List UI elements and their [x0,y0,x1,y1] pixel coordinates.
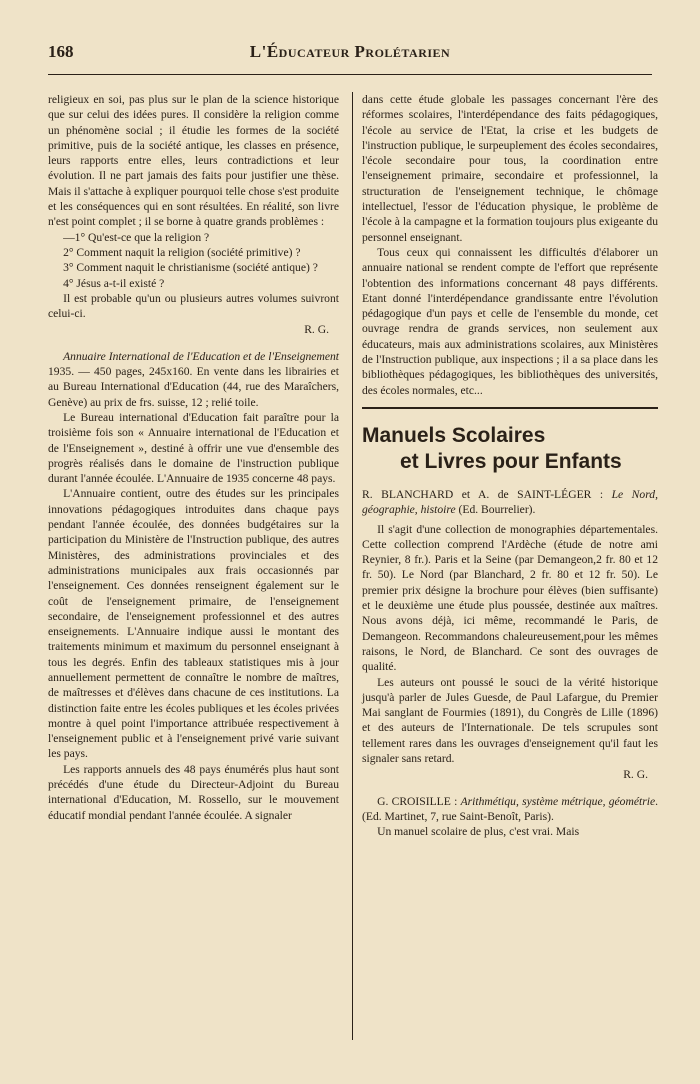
paragraph: Le Bureau international d'Education fait paraître pour la troisième fois son « Annuaire international de l'Education et de l'Enseignement », destiné à offrir une vue d'ensemble des progrès réalisés dans le domaine de l'instruction publique durant l'année écoulée. L'Annuaire de 1935 concerne 48 pays. [48,410,339,486]
paragraph: Les rapports annuels des 48 pays énumérés plus haut sont précédés d'une étude du Directeur-Adjoint du Bureau international d'Education, M. Rossello, sur le mouvement éducatif mondial pendant l'année écoulée. A signaler [48,762,339,822]
signature: R. G. [304,323,329,337]
signature: R. G. [623,768,648,782]
section-title-line-2: et Livres pour Enfants [400,449,622,473]
paragraph: Un manuel scolaire de plus, c'est vrai. Mais [377,825,580,839]
book-publisher: . (Ed. Martinet, 7, rue Saint-Benoît, Paris). [362,794,658,823]
column-divider [352,92,353,1040]
book-title: Le Nord, géographie, histoire [362,487,658,517]
book-author: R. BLANCHARD et A. de SAINT-LÉGER : [362,487,604,501]
list-item: 2° Comment naquit la religion (société primitive) ? [63,245,301,259]
page-number: 168 [48,42,74,61]
annuaire-entry [48,349,339,410]
list-item: 4° Jésus a-t-il existé ? [63,276,165,290]
right-column [362,92,658,839]
book-publisher: (Ed. Bourrelier). [455,503,536,517]
left-column [48,92,339,823]
section-rule [362,407,658,409]
page-header [48,40,652,75]
paragraph: Il s'agit d'une collection de monographies départementales. Cette collection comprend l'Ardèche (étude de notre ami Reynier, 8 fr.). Paris et la Seine (par Demangeon,2 fr. 80 et 12 fr. 50). Le Nord (par Blanchard, 2 fr. 80 et 12 fr. 50). Le premier prix désigne la brochure pour élèves (bien suffisante) et le deuxième une étude plus poussée, destinée aux maîtres. Nous avons déjà, ici même, recommandé le Paris, de Demangeon. Recommandons chaleureusement,pour les mêmes raisons, le Nord, de Blanchard. Ce sont des ouvrages de qualité. [362,522,658,674]
running-title: L'Éducateur Prolétarien [249,42,451,61]
list-item: 3° Comment naquit le christianisme (société antique) ? [63,261,318,275]
annuaire-title: Annuaire International de l'Education et de l'Enseignement [63,349,339,363]
book-reference [362,794,658,825]
paragraph: Il est probable qu'un ou plusieurs autres volumes suivront celui-ci. [48,291,339,321]
paragraph: Tous ceux qui connaissent les difficultés d'élaborer un annuaire national se rendent compte de l'effort que représente l'obtention des informations concernant 48 pays différents. Etant donné l'interdépendance grandissante entre l'évolution pédagogique d'un pays et celle de l'ensemble du monde, cet ouvrage rendra de grands services, non seulement aux éducateurs, mais aux administrations scolaires, aux Ministères de l'Instruction publique, aux inspections ; il a sa place dans les bibliothèques pédagogiques, les bibliothèques des universités, des écoles normales, etc... [362,245,658,397]
paragraph: dans cette étude globale les passages concernant l'ère des réformes scolaires, l'interdépendance des faits pédagogiques, l'école au service de l'Etat, la crise et les budgets de l'instruction publique, le surpeuplement des écoles secondaires, l'école secondaire pour tous, la coordination entre l'enseignement primaire, secondaire et professionnel, la structuration de l'enseignement technique, le chômage intellectuel, l'essor de l'éducation physique, le problème de l'école à la campagne et la formation toujours plus exigeante du personnel enseignant. [362,93,658,244]
paragraph: religieux en soi, pas plus sur le plan de la science historique que sur celui des idées pures. Il considère la religion comme un phénomène social ; il étudie les formes de la société primitive, puis de la société antique, les classes en présence, leurs rapports entre elles, leurs contradictions et leur évolution. Il ne part jamais des faits pour justifier une thèse. Mais il s'attache à expliquer pourquoi telle chose s'est produite et les conséquences qui en sont résultées. En réalité, son livre n'est point complet ; il se borne à quatre grands problèmes : [48,93,339,229]
list-item: —1° Qu'est-ce que la religion ? [63,230,210,244]
book-reference [362,487,658,518]
section-title [362,423,658,475]
paragraph: L'Annuaire contient, outre des études sur les principales innovations pédagogiques introduites dans chaque pays pendant l'année écoulée, des données budgétaires sur la participation du Ministère de l'Instruction publique, des autres Ministères, des administrations provinciales et des administrations municipales aux frais occasionnés par l'enseignement. Ces données renseignent également sur le coût de l'enseignement primaire, de l'enseignement secondaire, de l'enseignement professionnel et des autres enseignements. L'Annuaire indique aussi le montant des traitements minimum et maximum du personnel enseignant à tous les degrés. Enfin des tableaux statistiques mis à jour annuellement permettent de connaître le nombre de maîtres, de maîtresses et d'élèves dans chacune de ces institutions. La distinction faite entre les écoles publiques et les écoles privées montre à quel point l'importance attribuée respectivement à l'enseignement public et à l'enseignement privé varie suivant les pays. [48,487,339,761]
section-title-line-1: Manuels Scolaires [362,423,546,447]
annuaire-meta: 1935. — 450 pages, 245x160. En vente dans les librairies et au Bureau International d'Education (44, rue des Maraîchers, Genève) au prix de frs. suisse, 12 ; relié toile. [48,365,339,409]
paragraph: Les auteurs ont poussé le souci de la vérité historique jusqu'à parler de Jules Guesde, de Paul Lafargue, du Premier Mai sanglant de Fourmies (1891), du Congrès de Lille (1896) et des auteurs de l'Internationale. De tels scrupules sont tellement rares dans les ouvrages d'enseignement qu'il faut les signaler sans retard. [362,675,658,765]
book-author: G. CROISILLE : [377,794,458,808]
book-title: Arithmétiqu, système métrique, géométrie [460,794,656,808]
